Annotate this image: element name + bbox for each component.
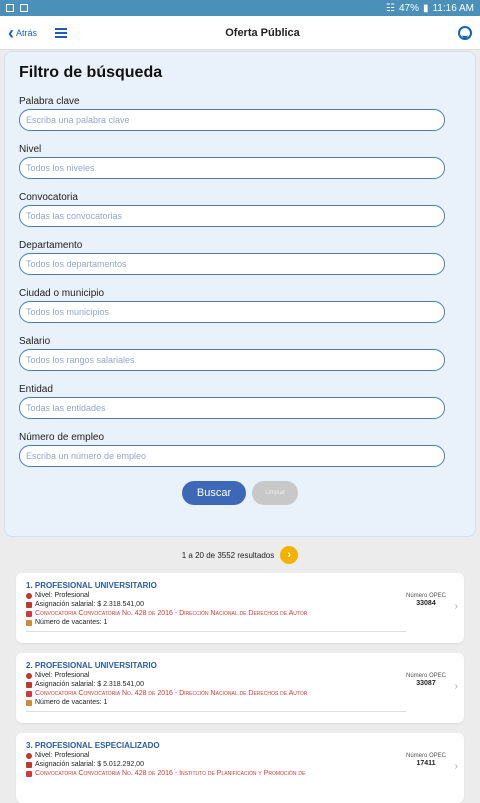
list-icon <box>26 691 32 697</box>
department-select[interactable] <box>19 253 445 275</box>
opec-badge <box>406 593 446 608</box>
next-page-button[interactable]: › <box>280 546 298 564</box>
result-salary: Asignación salarial: $ 2.318.541,00 <box>35 681 144 688</box>
app-bar <box>0 16 480 50</box>
opec-label: Número OPEC <box>405 673 446 679</box>
keyword-input[interactable] <box>19 109 445 131</box>
field-department <box>19 240 445 284</box>
opec-badge <box>406 753 446 768</box>
field-label: Ciudad o municipio <box>19 288 105 299</box>
field-label: Salario <box>19 336 51 347</box>
results-summary: 1 a 20 de 3552 resultados <box>181 550 275 560</box>
result-vacancies: Número de vacantes: 1 <box>35 699 108 706</box>
status-bar <box>0 0 480 16</box>
status-right <box>386 3 474 14</box>
battery-icon: ▮ <box>422 2 429 14</box>
divider <box>26 631 406 632</box>
field-city <box>19 288 445 332</box>
call-select[interactable] <box>19 205 445 227</box>
filter-title: Filtro de búsqueda <box>19 64 163 81</box>
battery-percent: 47% <box>398 2 419 14</box>
opec-number: 33084 <box>416 600 436 607</box>
result-call: Convocatoria Convocatoria No. 428 de 2016 - Dirección Nacional de Derechos de Autor <box>35 690 308 697</box>
field-job-number <box>19 432 445 476</box>
field-label: Nivel <box>19 144 42 155</box>
chevron-right-icon[interactable]: › <box>454 761 458 772</box>
field-entity <box>19 384 445 428</box>
result-salary: Asignación salarial: $ 2.318.541,00 <box>35 601 144 608</box>
user-icon[interactable] <box>458 26 472 40</box>
result-call: Convocatoria Convocatoria No. 428 de 2016 - Dirección Nacional de Derechos de Autor <box>35 610 308 617</box>
salary-icon <box>26 762 32 768</box>
result-card[interactable] <box>16 653 464 723</box>
back-button[interactable] <box>8 24 37 42</box>
salary-select[interactable] <box>19 349 445 371</box>
result-call: Convocatoria Convocatoria No. 428 de 2016 - Instituto de Planificación y Promoción de <box>35 770 306 777</box>
field-call <box>19 192 445 236</box>
result-title[interactable]: 3. PROFESIONAL ESPECIALIZADO <box>26 741 160 750</box>
field-level <box>19 144 445 188</box>
page-title: Oferta Pública <box>225 26 300 39</box>
divider <box>26 711 406 712</box>
job-number-input[interactable] <box>19 445 445 467</box>
field-label: Palabra clave <box>19 96 80 107</box>
result-level: Nivel: Profesional <box>35 592 90 599</box>
level-icon <box>26 593 32 599</box>
screenshot-icon <box>6 4 14 12</box>
opec-number: 33087 <box>416 680 436 687</box>
search-filter-panel <box>4 51 476 537</box>
clock: 11:16 AM <box>432 2 474 14</box>
list-icon <box>26 771 32 777</box>
people-icon <box>26 700 32 706</box>
salary-icon <box>26 602 32 608</box>
result-title[interactable]: 1. PROFESIONAL UNIVERSITARIO <box>26 581 157 590</box>
salary-icon <box>26 682 32 688</box>
image-icon <box>20 4 28 12</box>
result-level: Nivel: Profesional <box>35 672 90 679</box>
city-select[interactable] <box>19 301 445 323</box>
menu-icon[interactable] <box>55 28 67 38</box>
field-keyword <box>19 96 445 140</box>
opec-number: 17411 <box>416 760 436 767</box>
chevron-right-icon[interactable]: › <box>454 601 458 612</box>
wifi-icon: ☷ <box>385 2 395 14</box>
results-pager <box>0 537 480 573</box>
level-select[interactable] <box>19 157 445 179</box>
clear-button[interactable]: Limpiar <box>252 481 298 505</box>
result-card[interactable] <box>16 573 464 643</box>
result-card[interactable] <box>16 733 464 803</box>
chevron-right-icon[interactable]: › <box>454 681 458 692</box>
field-label: Departamento <box>19 240 83 251</box>
people-icon <box>26 620 32 626</box>
opec-label: Número OPEC <box>405 593 446 599</box>
field-label: Convocatoria <box>19 192 78 203</box>
opec-badge <box>406 673 446 688</box>
result-vacancies: Número de vacantes: 1 <box>35 619 108 626</box>
result-salary: Asignación salarial: $ 5.012.292,00 <box>35 761 144 768</box>
list-icon <box>26 611 32 617</box>
entity-select[interactable] <box>19 397 445 419</box>
level-icon <box>26 673 32 679</box>
notification-icons <box>6 4 28 12</box>
filter-actions <box>5 481 475 505</box>
field-salary <box>19 336 445 380</box>
field-label: Entidad <box>19 384 53 395</box>
search-button[interactable]: Buscar <box>182 481 246 505</box>
level-icon <box>26 753 32 759</box>
back-label: Atrás <box>16 27 38 38</box>
result-title[interactable]: 2. PROFESIONAL UNIVERSITARIO <box>26 661 157 670</box>
field-label: Número de empleo <box>19 432 105 443</box>
result-level: Nivel: Profesional <box>35 752 90 759</box>
opec-label: Número OPEC <box>405 753 446 759</box>
chevron-left-icon: ‹ <box>8 22 14 43</box>
